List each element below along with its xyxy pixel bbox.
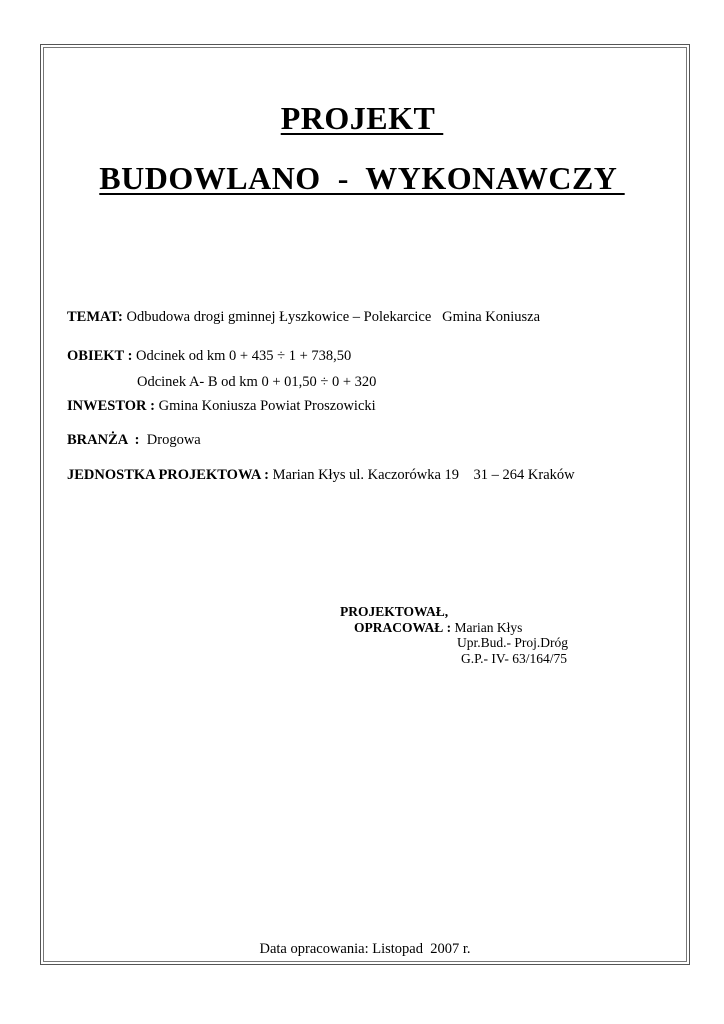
projektowal-label: PROJEKTOWAŁ, bbox=[340, 604, 449, 619]
temat-row bbox=[67, 309, 540, 326]
opracowal-value: Marian Kłys bbox=[451, 620, 523, 635]
jednostka-row bbox=[67, 467, 575, 484]
obiekt-row bbox=[67, 348, 351, 365]
branza-row bbox=[67, 432, 201, 449]
temat-label: TEMAT: bbox=[67, 309, 123, 325]
inwestor-value: Gmina Koniusza Powiat Proszowicki bbox=[154, 398, 376, 414]
uprawnienia-text: Upr.Bud.- Proj.Dróg bbox=[457, 635, 568, 650]
uprawnienia-row bbox=[457, 635, 568, 651]
obiekt-row-2 bbox=[137, 374, 376, 391]
jednostka-label: JEDNOSTKA PROJEKTOWA : bbox=[67, 467, 269, 483]
opracowal-row bbox=[354, 620, 522, 636]
date-of-preparation: Data opracowania: Listopad 2007 r. bbox=[259, 941, 471, 957]
branza-label: BRANŻA : bbox=[67, 432, 140, 448]
document-title-line-2: BUDOWLANO - WYKONAWCZY bbox=[99, 160, 625, 196]
opracowal-label: OPRACOWAŁ : bbox=[354, 620, 452, 635]
obiekt-label: OBIEKT : bbox=[67, 348, 133, 364]
obiekt-value: Odcinek od km 0 + 435 ÷ 1 + 738,50 bbox=[132, 348, 352, 364]
inwestor-label: INWESTOR : bbox=[67, 398, 155, 414]
obiekt-value-2: Odcinek A- B od km 0 + 01,50 ÷ 0 + 320 bbox=[137, 374, 377, 390]
jednostka-value: Marian Kłys ul. Kaczorówka 19 31 – 264 Kraków bbox=[268, 467, 575, 483]
temat-value: Odbudowa drogi gminnej Łyszkowice – Polekarcice Gmina Koniusza bbox=[122, 309, 541, 325]
document-title-line-1: PROJEKT bbox=[280, 100, 444, 136]
numer-text: G.P.- IV- 63/164/75 bbox=[461, 651, 568, 666]
numer-row bbox=[461, 651, 567, 667]
projektowal-row bbox=[340, 604, 448, 620]
inwestor-row bbox=[67, 398, 376, 415]
branza-value: Drogowa bbox=[139, 432, 201, 448]
